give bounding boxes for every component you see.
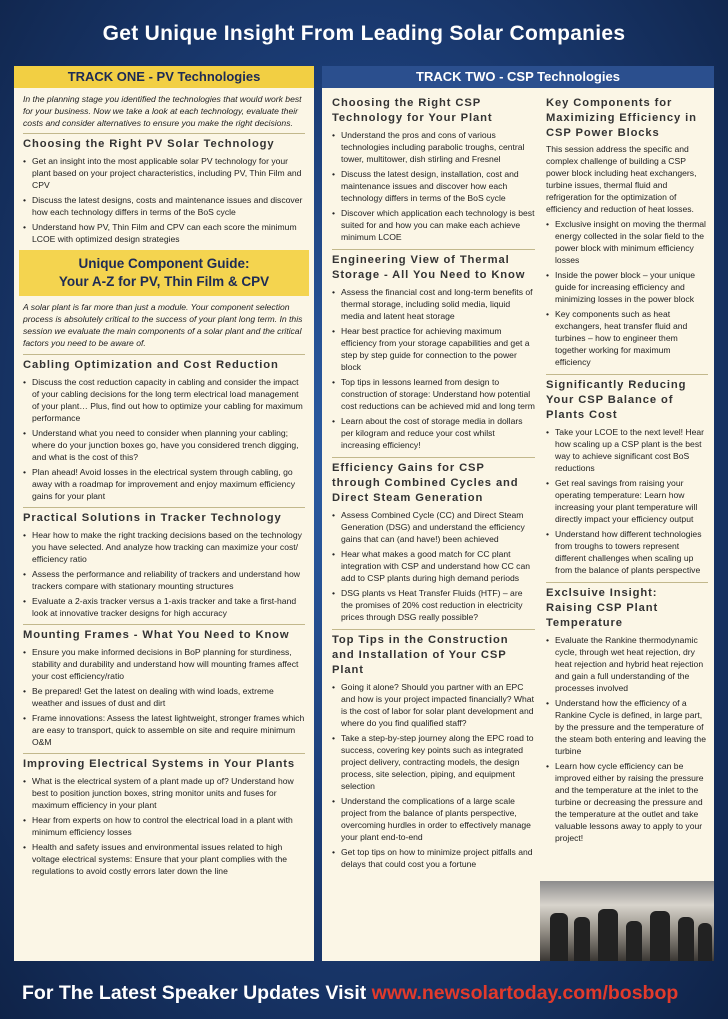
list-item: • Going it alone? Should you partner with an EPC and how is your project impacted financially? What is the cost of labor for solar plant development and where do you find qualified staff? [332,681,535,729]
footer [22,982,678,1005]
list-item: • Understand the complications of a large scale project from the balance of plants perspective, overcoming hurdles in order to effectively manage your plant end-to-end [332,795,535,843]
section-text: This session address the specific and complex challenge of building a CSP power block including heat exchangers, turbine issues, thermal fluid and refrigeration for the optimization of efficiency and reduction of heat losses. [546,144,697,214]
section-title: Key Components for Maximizing Efficiency in CSP Power Blocks [546,97,697,139]
list-item: • Take your LCOE to the next level! Hear how scaling up a CSP plant is the best way to achieve significant cost BoS reductions [546,426,708,474]
list-item: • Key components such as heat exchangers, heat transfer fluid and turbines – how to engineer them together working for maximum efficiency [546,308,708,368]
section-title: Mounting Frames - What You Need to Know [23,624,305,643]
page-title: Get Unique Insight From Leading Solar Companies [102,22,626,45]
list-item: • Hear best practice for achieving maximum efficiency from your storage capabilities and get a step by step guide for connection to the power block [332,325,535,373]
track-one-panel [14,66,314,961]
list-item: • Take a step-by-step journey along the EPC road to success, covering key points such as integrated project delivery, contracting models, the design process, site selection, piping, and equipment selection [332,732,535,792]
track-one-intro: In the planning stage you identified the technologies that would work best for your business. Now we take a look at each technology, evaluate their costs and consider alternatives to ensure you make the right decisions. [23,94,302,128]
electrical-section [23,753,305,877]
list-item: • Discover which application each technology is best suited for and how you can make each achieve minimum LCOE [332,207,535,243]
list-item: • Hear how to make the right tracking decisions based on the technology you have selected. And analyze how tracking can maximize your cost/ efficiency ratio [23,529,305,565]
list-item: • Get an insight into the most applicable solar PV technology for your plant based on your project characteristics, including PV, Thin Film and CPV [23,155,305,191]
construction-tips-section [332,629,535,870]
list-item: • Plan ahead! Avoid losses in the electrical system through cabling, go away with a roadmap for improvement and enjoy maximum efficiency gains for your plant [23,466,305,502]
efficiency-gains-section [332,457,535,623]
footer-text: For The Latest Speaker Updates Visit [22,982,367,1004]
guide-subtitle: Your A-Z for PV, Thin Film & CPV [58,274,270,289]
list-item: • Understand what you need to consider when planning your cabling; where do your junction boxes go, have you considered trench digging, and what is the cost of this? [23,427,305,463]
list-item: • Ensure you make informed decisions in BoP planning for sturdiness, stability and durability and understand how will mounting frames affect your cost efficiency/ratio [23,646,305,682]
list-item: • Be prepared! Get the latest on dealing with wind loads, extreme weather and issues of dust and dirt [23,685,305,709]
section-title: Engineering View of Thermal Storage - All You Need to Know [332,249,535,283]
list-item: • Understand how the efficiency of a Rankine Cycle is defined, in large part, by the pressure and the temperature of the steam both entering and leaving the turbine [546,697,708,757]
list-item: • Learn how cycle efficiency can be improved either by raising the pressure and the temperature at the inlet to the turbine or decreasing the pressure and the temperature at the outlet and take valuable lessons away to apply to your project! [546,760,708,844]
list-item: • Inside the power block – your unique guide for increasing efficiency and minimizing losses in the power block [546,269,708,305]
bop-cost-section [546,374,708,576]
list-item: • Evaluate a 2-axis tracker versus a 1-axis tracker and take a first-hand look at innovative tracker designs for high accuracy [23,595,305,619]
list-item: • Top tips in lessons learned from design to construction of storage: Understand how potential cost reductions can be achieved mid and long term [332,376,535,412]
component-guide-banner [19,250,309,296]
conference-photo [540,881,714,961]
section-title: Practical Solutions in Tracker Technology [23,507,305,526]
thermal-storage-section [332,249,535,451]
section-title: Cabling Optimization and Cost Reduction [23,354,305,373]
track-two-column-b [546,96,708,844]
plant-temperature-section [546,582,708,844]
list-item: • Understand how different technologies from troughs to towers represent different challenges when scaling up from the balance of plants perspective [546,528,708,576]
list-item: • Get real savings from raising your operating temperature: Learn how increasing your plant temperature will directly impact your efficiency output [546,477,708,525]
section-title: Choosing the Right CSP Technology for Your Plant [332,97,493,124]
list-item: • Frame innovations: Assess the latest lightweight, stronger frames which are easy to transport, quick to assemble on site and require minimum O&M [23,712,305,748]
list-item: • Exclusive insight on moving the thermal energy collected in the solar field to the power block with minimum efficiency losses [546,218,708,266]
track-two-column-a [332,96,535,870]
list-item: • Understand the pros and cons of various technologies including parabolic troughs, central tower, multitower, dish stirling and Fresnel [332,129,535,165]
section-title: Exclsuive Insight: Raising CSP Plant Temperature [546,582,708,631]
list-item: • Hear what makes a good match for CC plant integration with CSP and understand how CC can add to CSP plants during high demand periods [332,548,535,584]
section-title: Improving Electrical Systems in Your Plants [23,753,305,772]
section-title: Significantly Reducing Your CSP Balance of Plants Cost [546,374,708,423]
list-item: • Assess the performance and reliability of trackers and understand how trackers compare with stationary mounting structures [23,568,305,592]
list-item: • Discuss the latest design, installation, cost and maintenance issues and discover how each technology differs in terms of the BoS cycle [332,168,535,204]
list-item: • Hear from experts on how to control the electrical load in a plant with minimum efficiency losses [23,814,305,838]
tracker-section [23,507,305,619]
guide-title: Unique Component Guide: [78,256,250,271]
list-item: • Discuss the latest designs, costs and maintenance issues and discover how each technology differs in terms of the BoS cycle [23,194,305,218]
guide-intro: A solar plant is far more than just a module. Your component selection process is absolutely critical to the success of your plant long term. In this session we evaluate the main components of a solar plant and the critical factors you need to be aware of. [23,302,303,348]
section-title: Top Tips in the Construction and Installation of Your CSP Plant [332,629,535,678]
pv-tech-section [23,133,305,245]
mounting-section [23,624,305,748]
track-two-panel [322,66,714,961]
cabling-section [23,354,305,502]
track-two-header: TRACK TWO - CSP Technologies [322,66,714,88]
section-title: Efficiency Gains for CSP through Combined Cycles and Direct Steam Generation [332,457,535,506]
section-title: Choosing the Right PV Solar Technology [23,133,305,152]
power-block-section [546,96,708,368]
csp-tech-section [332,96,535,243]
track-one-header: TRACK ONE - PV Technologies [14,66,314,88]
list-item: • Discuss the cost reduction capacity in cabling and consider the impact of your cabling decisions for the long term electrical load management of your plant… Plus, find out how to optimize your cabling for maximum performance [23,376,305,424]
list-item: • DSG plants vs Heat Transfer Fluids (HTF) – are the promises of 20% cost reduction in electricity prices through DSG really possible? [332,587,535,623]
list-item: • Assess Combined Cycle (CC) and Direct Steam Generation (DSG) and understand the efficiency gains that can (and have!) been achieved [332,509,535,545]
list-item: • Get top tips on how to minimize project pitfalls and delays that could cost you a fortune [332,846,535,870]
list-item: • Evaluate the Rankine thermodynamic cycle, through wet heat rejection, dry heat rejection and hybrid heat rejection and gain a full understanding of the processes involved [546,634,708,694]
list-item: • Assess the financial cost and long-term benefits of thermal storage, including solid media, liquid media and latent heat storage [332,286,535,322]
list-item: • Health and safety issues and environmental issues related to high voltage electrical systems: Ensure that your plant complies with the regulations to avoid costly errors later down the line [23,841,305,877]
footer-link[interactable]: www.newsolartoday.com/bosbop [371,982,679,1004]
list-item: • What is the electrical system of a plant made up of? Understand how best to position junction boxes, string monitor units and fuses for maximum efficiency in your plant [23,775,305,811]
list-item: • Understand how PV, Thin Film and CPV can each score the minimum LCOE with optimized design strategies [23,221,305,245]
list-item: • Learn about the cost of storage media in dollars per kilogram and reduce your cost whilst increasing efficiency! [332,415,535,451]
